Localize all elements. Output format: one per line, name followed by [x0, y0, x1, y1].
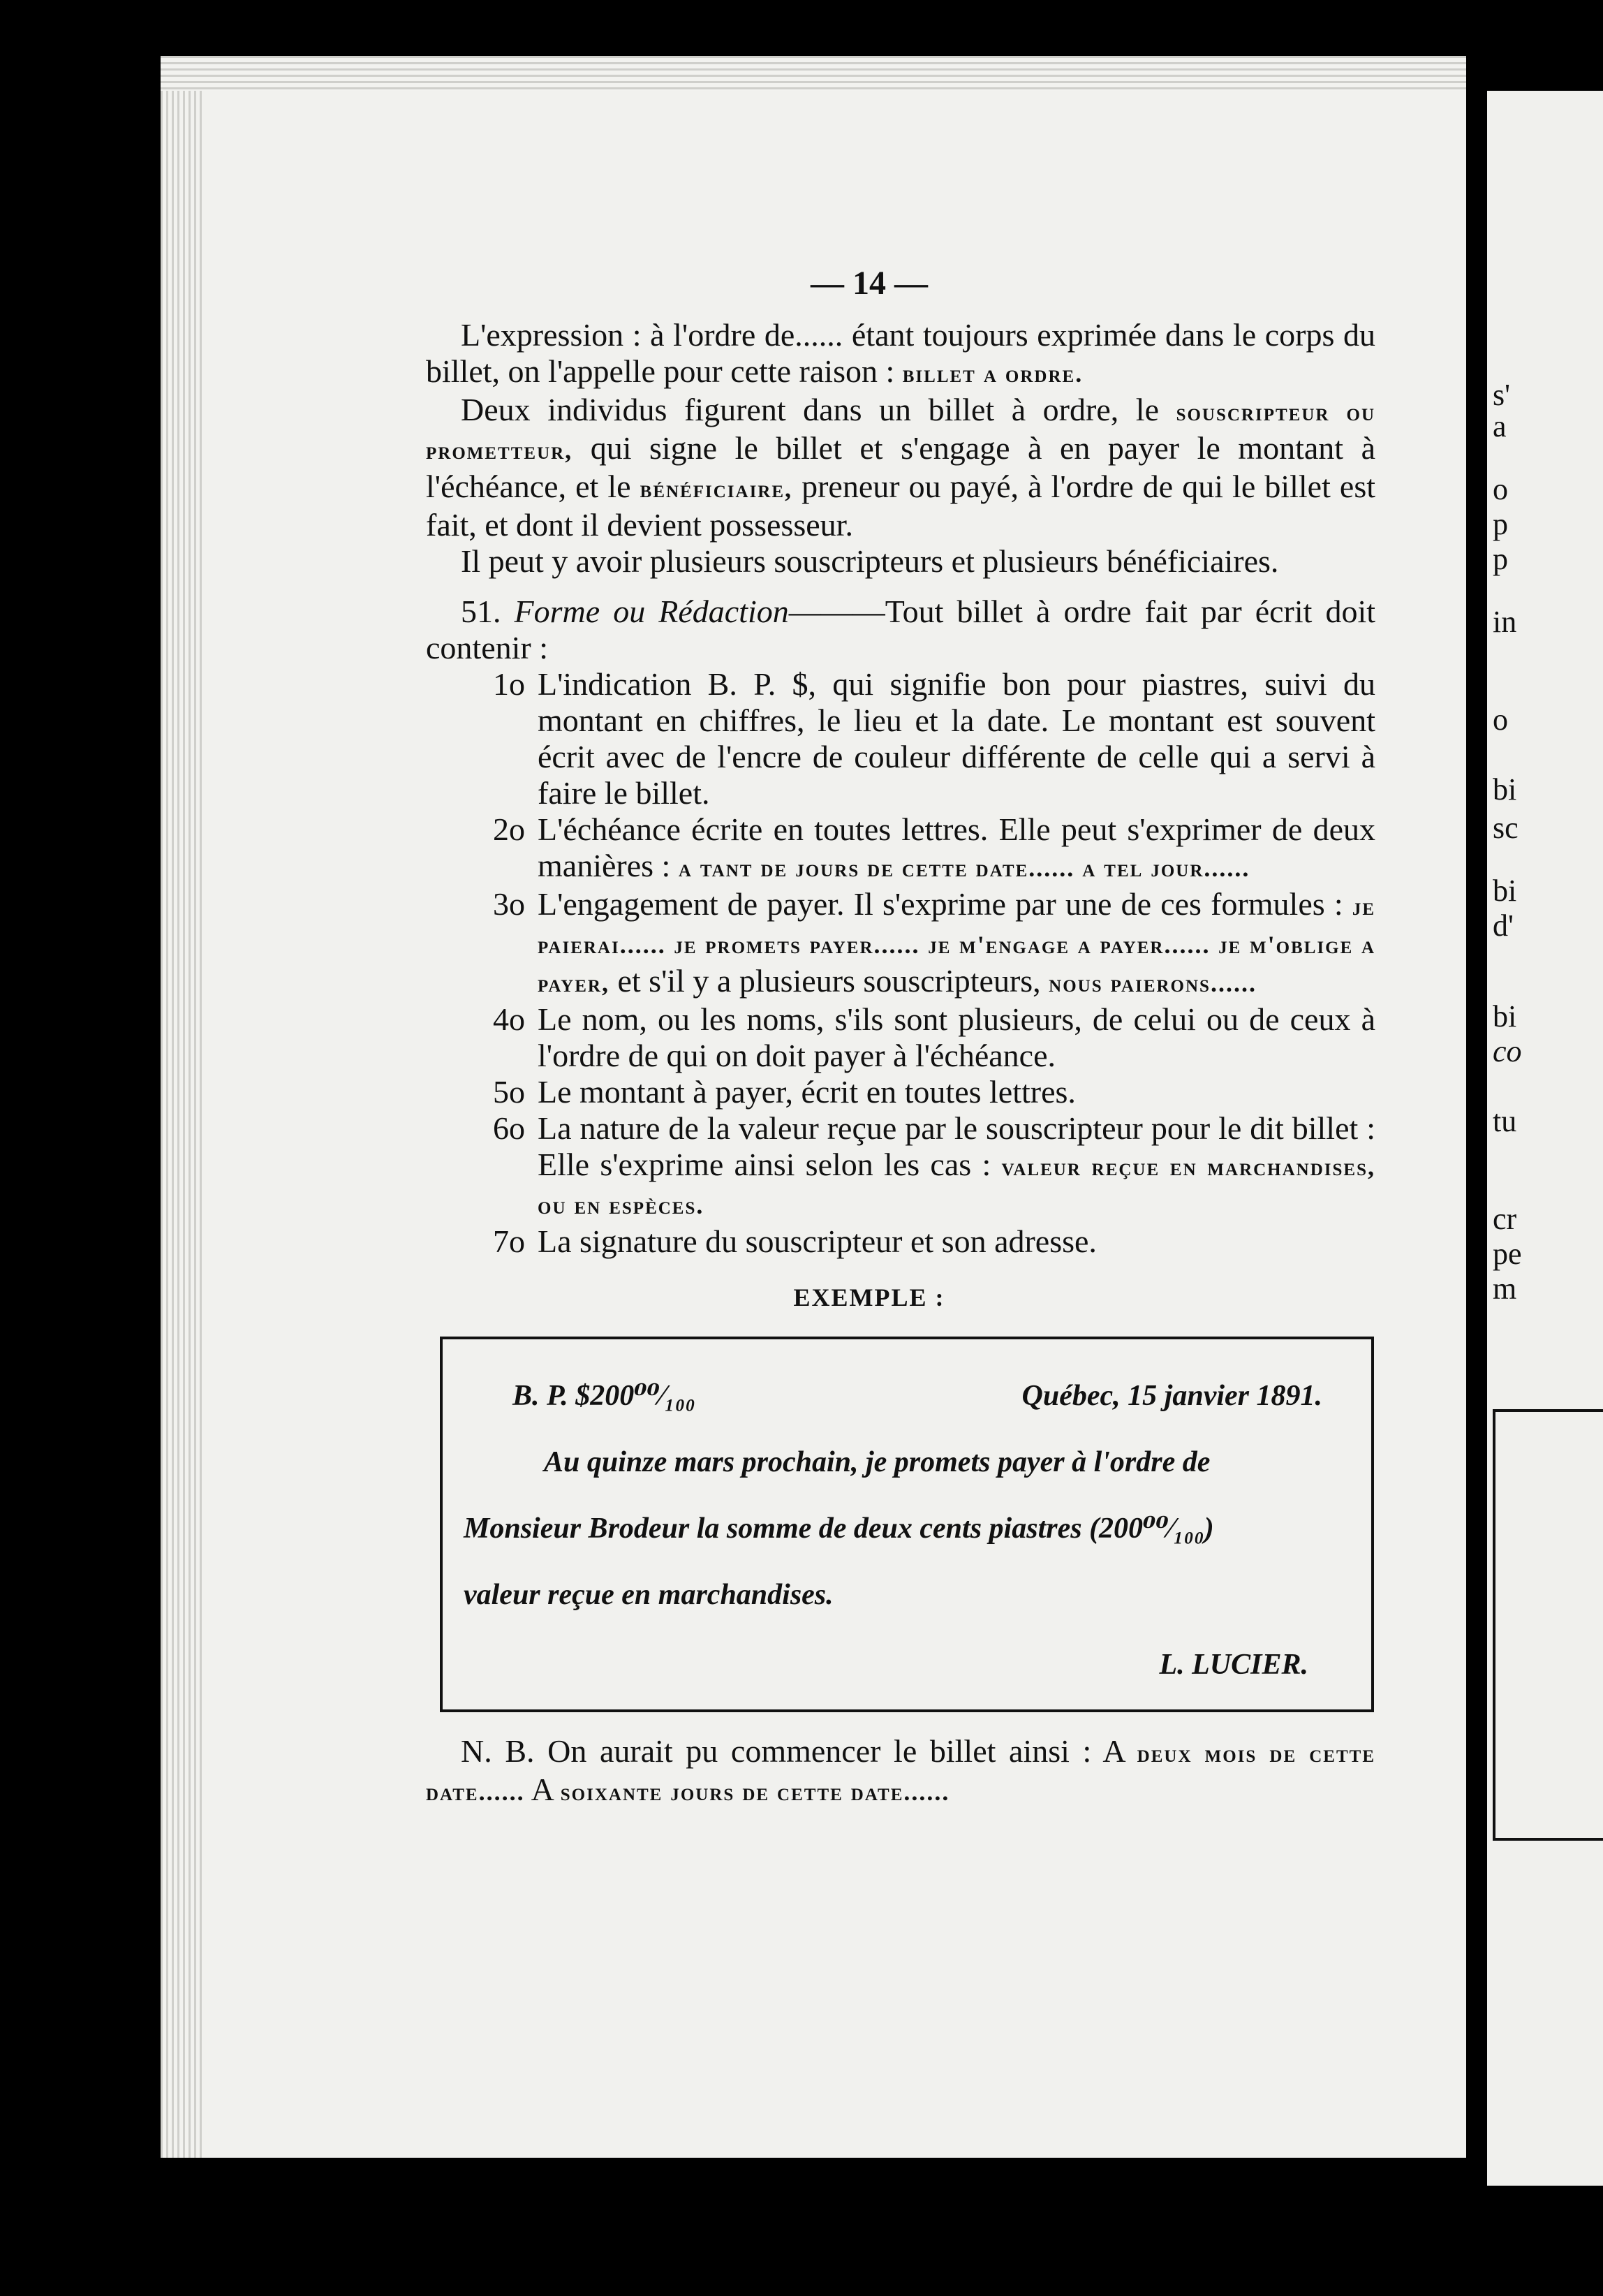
small-caps-text: billet a ordre.: [902, 360, 1084, 388]
list-item: [426, 811, 1375, 886]
fragment-text: p: [1493, 542, 1508, 576]
note-signature: L. LUCIER.: [1159, 1649, 1308, 1681]
fragment-text: co: [1493, 1034, 1522, 1068]
example-heading: EXEMPLE :: [793, 1283, 945, 1311]
list-item: [426, 1074, 1375, 1110]
item-number: 4o: [493, 1001, 525, 1037]
note-line: Monsieur Brodeur la somme de deux cents piastres (200⁰⁰⁄₁₀₀): [464, 1513, 1214, 1545]
small-caps-text: a tant de jours de cette date...... a tel jour......: [678, 854, 1250, 882]
fragment-text: o: [1493, 472, 1508, 506]
fragment-text: d': [1493, 908, 1514, 943]
paragraph-text: L'expression : à l'ordre de...... étant toujours exprimée dans le corps du billet, on l'appelle pour cette raison :: [426, 317, 1375, 389]
fragment-text: bi: [1493, 874, 1517, 908]
item-number: 6o: [493, 1110, 525, 1146]
item-text-main: L'échéance écrite en toutes lettres. Elle peut s'exprimer de deux manières :: [538, 811, 1375, 883]
paragraph-text: Deux individus figurent dans un billet à ordre, le: [461, 392, 1159, 427]
fragment-text: a: [1493, 409, 1507, 443]
small-caps-text: valeur reçue en marchandises, ou en espèces.: [538, 1153, 1376, 1219]
item-number: 3o: [493, 886, 525, 922]
paragraph-text: Tout billet à ordre fait par écrit doit contenir :: [426, 594, 1376, 665]
fragment-text: in: [1493, 605, 1517, 639]
list-item: [426, 666, 1375, 811]
small-caps-text: soixante jours de cette date......: [560, 1778, 950, 1806]
item-text: [538, 886, 1375, 1001]
page-edge-stack: [161, 56, 202, 2158]
adjacent-page-fragment: [1487, 91, 1603, 2186]
item-text-tail: et s'il y a plusieurs souscripteurs,: [617, 963, 1041, 999]
paragraph-text: preneur ou payé, à l'ordre de qui le billet est fait, et dont il devient possesseur.: [426, 469, 1376, 543]
fragment-text: sc: [1493, 811, 1519, 845]
item-number: 1o: [493, 666, 525, 702]
note-line: Au quinze mars prochain, je promets payer à l'ordre de: [544, 1446, 1211, 1478]
paragraph: [426, 317, 1375, 392]
small-caps-text: deux mois de cette date......: [426, 1739, 1376, 1806]
item-number: 7o: [493, 1223, 525, 1259]
promissory-note-example: [440, 1337, 1374, 1712]
fragment-box: [1493, 1409, 1603, 1841]
item-text: [538, 811, 1375, 886]
item-text: [538, 1110, 1375, 1223]
section-title: Forme ou Rédaction: [514, 594, 789, 629]
fragment-text: tu: [1493, 1104, 1517, 1138]
fragment-text: bi: [1493, 772, 1517, 807]
small-caps-text: bénéficiaire,: [640, 475, 793, 503]
list-item: [426, 1223, 1375, 1260]
note-place-date: Québec, 15 janvier 1891.: [1021, 1380, 1322, 1412]
fragment-text: s': [1493, 378, 1511, 412]
paragraph: Il peut y avoir plusieurs souscripteurs et plusieurs bénéficiaires.: [461, 543, 1279, 579]
fragment-text: p: [1493, 507, 1508, 541]
note-amount: B. P. $200⁰⁰⁄₁₀₀: [512, 1380, 695, 1412]
fragment-text: m: [1493, 1272, 1517, 1306]
item-number: 5o: [493, 1074, 525, 1110]
section-paragraph: 51. Forme ou Rédaction———Tout billet à ordre fait par écrit doit contenir :: [426, 594, 1376, 665]
page-number: — 14 —: [811, 265, 928, 302]
note-paragraph: [426, 1733, 1375, 1810]
note-text: A: [531, 1772, 553, 1807]
paragraph-text: qui signe le billet et s'engage à en payer le montant à l'échéance, et le: [426, 430, 1375, 504]
item-text: Le nom, ou les noms, s'ils sont plusieurs, de celui ou de ceux à l'ordre de qui on doit payer à l'échéance.: [538, 1001, 1375, 1073]
item-text-main: La nature de la valeur reçue par le souscripteur pour le dit billet : Elle s'exprime ainsi selon les cas :: [538, 1110, 1375, 1182]
small-caps-text: je paierai...... je promets payer...... je m'engage a payer...... je m'oblige a payer,: [538, 892, 1375, 997]
list-item: [426, 1001, 1375, 1074]
item-number: 2o: [493, 811, 525, 847]
small-caps-text: nous paierons......: [1049, 969, 1257, 997]
fragment-text: o: [1493, 702, 1508, 737]
note-line: valeur reçue en marchandises.: [464, 1579, 834, 1611]
list-item: [426, 886, 1375, 1001]
fragment-text: cr: [1493, 1202, 1517, 1236]
page-top-edge: [161, 56, 1466, 91]
requirements-list: [426, 666, 1375, 1260]
note-text: N. B. On aurait pu commencer le billet ainsi : A: [461, 1733, 1125, 1769]
item-text: La signature du souscripteur et son adresse.: [538, 1223, 1097, 1259]
list-item: [426, 1110, 1375, 1223]
item-text: L'indication B. P. $, qui signifie bon pour piastres, suivi du montant en chiffres, le lieu et la date. Le montant est souvent écrit avec de l'encre de couleur différente de celle qui a servi à faire le billet.: [538, 666, 1375, 811]
fragment-text: bi: [1493, 999, 1517, 1033]
item-text-main: L'engagement de payer. Il s'exprime par une de ces formules :: [538, 886, 1343, 922]
paragraph: [426, 392, 1375, 543]
fragment-text: pe: [1493, 1237, 1522, 1271]
item-text: Le montant à payer, écrit en toutes lettres.: [538, 1074, 1076, 1110]
section-number: 51.: [461, 594, 501, 629]
small-caps-text: souscripteur ou prometteur,: [426, 398, 1375, 464]
page-content: [426, 265, 1375, 1810]
